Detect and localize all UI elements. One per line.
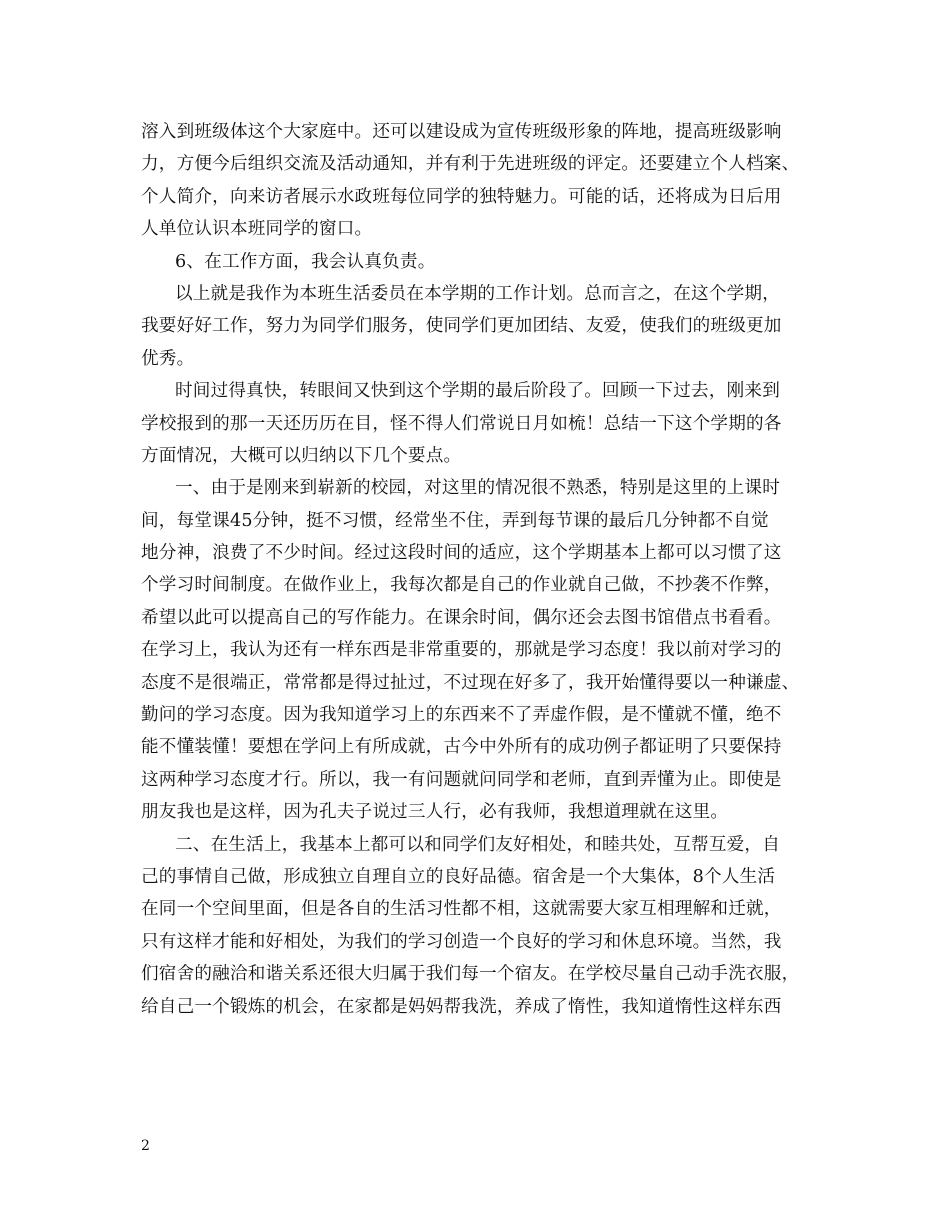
text-line: 个学习时间制度。在做作业上，我每次都是自己的作业就自己做，不抄袭不作弊， (141, 575, 782, 596)
text-line: 6、在工作方面，我会认真负责。 (175, 251, 436, 272)
text-line: 个人简介，向来访者展示水政班每位同学的独特魅力。可能的话，还将成为日后用 (141, 186, 782, 207)
text-line: 优秀。 (141, 348, 195, 369)
text-line: 地分神，浪费了不少时间。经过这段时间的适应，这个学期基本上都可以习惯了这 (141, 543, 782, 564)
text-line: 在学习上，我认为还有一样东西是非常重要的，那就是学习态度！我以前对学习的 (141, 640, 782, 661)
text-line: 力，方便今后组织交流及活动通知，并有利于先进班级的评定。还要建立个人档案、 (141, 154, 800, 175)
text-line: 在同一个空间里面，但是各自的生活习性都不相，这就需要大家互相理解和迁就， (141, 899, 782, 920)
text-line: 们宿舍的融洽和谐关系还很大归属于我们每一个宿友。在学校尽量自己动手洗衣服， (141, 964, 800, 985)
text-line: 己的事情自己做，形成独立自理自立的良好品德。宿舍是一个大集体，8个人生活 (141, 866, 776, 887)
text-line: 朋友我也是这样，因为孔夫子说过三人行，必有我师，我想道理就在这里。 (141, 802, 729, 823)
text-line: 以上就是我作为本班生活委员在本学期的工作计划。总而言之，在这个学期， (175, 283, 780, 304)
text-line: 态度不是很端正，常常都是得过扯过，不过现在好多了，我开始懂得要以一种谦虚、 (141, 672, 800, 693)
text-line: 能不懂装懂！要想在学问上有所成就，古今中外所有的成功例子都证明了只要保持 (141, 737, 782, 758)
text-line: 希望以此可以提高自己的写作能力。在课余时间，偶尔还会去图书馆借点书看看。 (141, 607, 782, 628)
text-line: 学校报到的那一天还历历在目，怪不得人们常说日月如梳！总结一下这个学期的各 (141, 413, 782, 434)
text-line: 我要好好工作，努力为同学们服务，使同学们更加团结、友爱，使我们的班级更加 (141, 316, 782, 337)
text-line: 溶入到班级体这个大家庭中。还可以建设成为宣传班级形象的阵地，提高班级影响 (141, 122, 782, 142)
text-line: 人单位认识本班同学的窗口。 (141, 219, 373, 240)
text-line: 时间过得真快，转眼间又快到这个学期的最后阶段了。回顾一下过去，刚来到 (175, 381, 780, 402)
text-line: 二、在生活上，我基本上都可以和同学们友好相处，和睦共处，互帮互爱，自 (175, 834, 780, 855)
document-body (141, 116, 821, 1023)
text-line: 间，每堂课45分钟，挺不习惯，经常坐不住，弄到每节课的最后几分钟都不自觉 (141, 510, 769, 531)
text-line: 只有这样才能和好相处，为我们的学习创造一个良好的学习和休息环境。当然，我 (141, 931, 782, 952)
text-line: 方面情况，大概可以归纳以下几个要点。 (141, 445, 462, 466)
text-line: 给自己一个锻炼的机会，在家都是妈妈帮我洗，养成了惰性，我知道惰性这样东西 (141, 996, 782, 1017)
text-line: 勤问的学习态度。因为我知道学习上的东西来不了弄虚作假，是不懂就不懂，绝不 (141, 705, 782, 726)
text-line: 一、由于是刚来到崭新的校园，对这里的情况很不熟悉，特别是这里的上课时 (175, 478, 780, 499)
text-line: 这两种学习态度才行。所以，我一有问题就问同学和老师，直到弄懂为止。即使是 (141, 769, 782, 790)
page-number: 2 (141, 1138, 150, 1154)
